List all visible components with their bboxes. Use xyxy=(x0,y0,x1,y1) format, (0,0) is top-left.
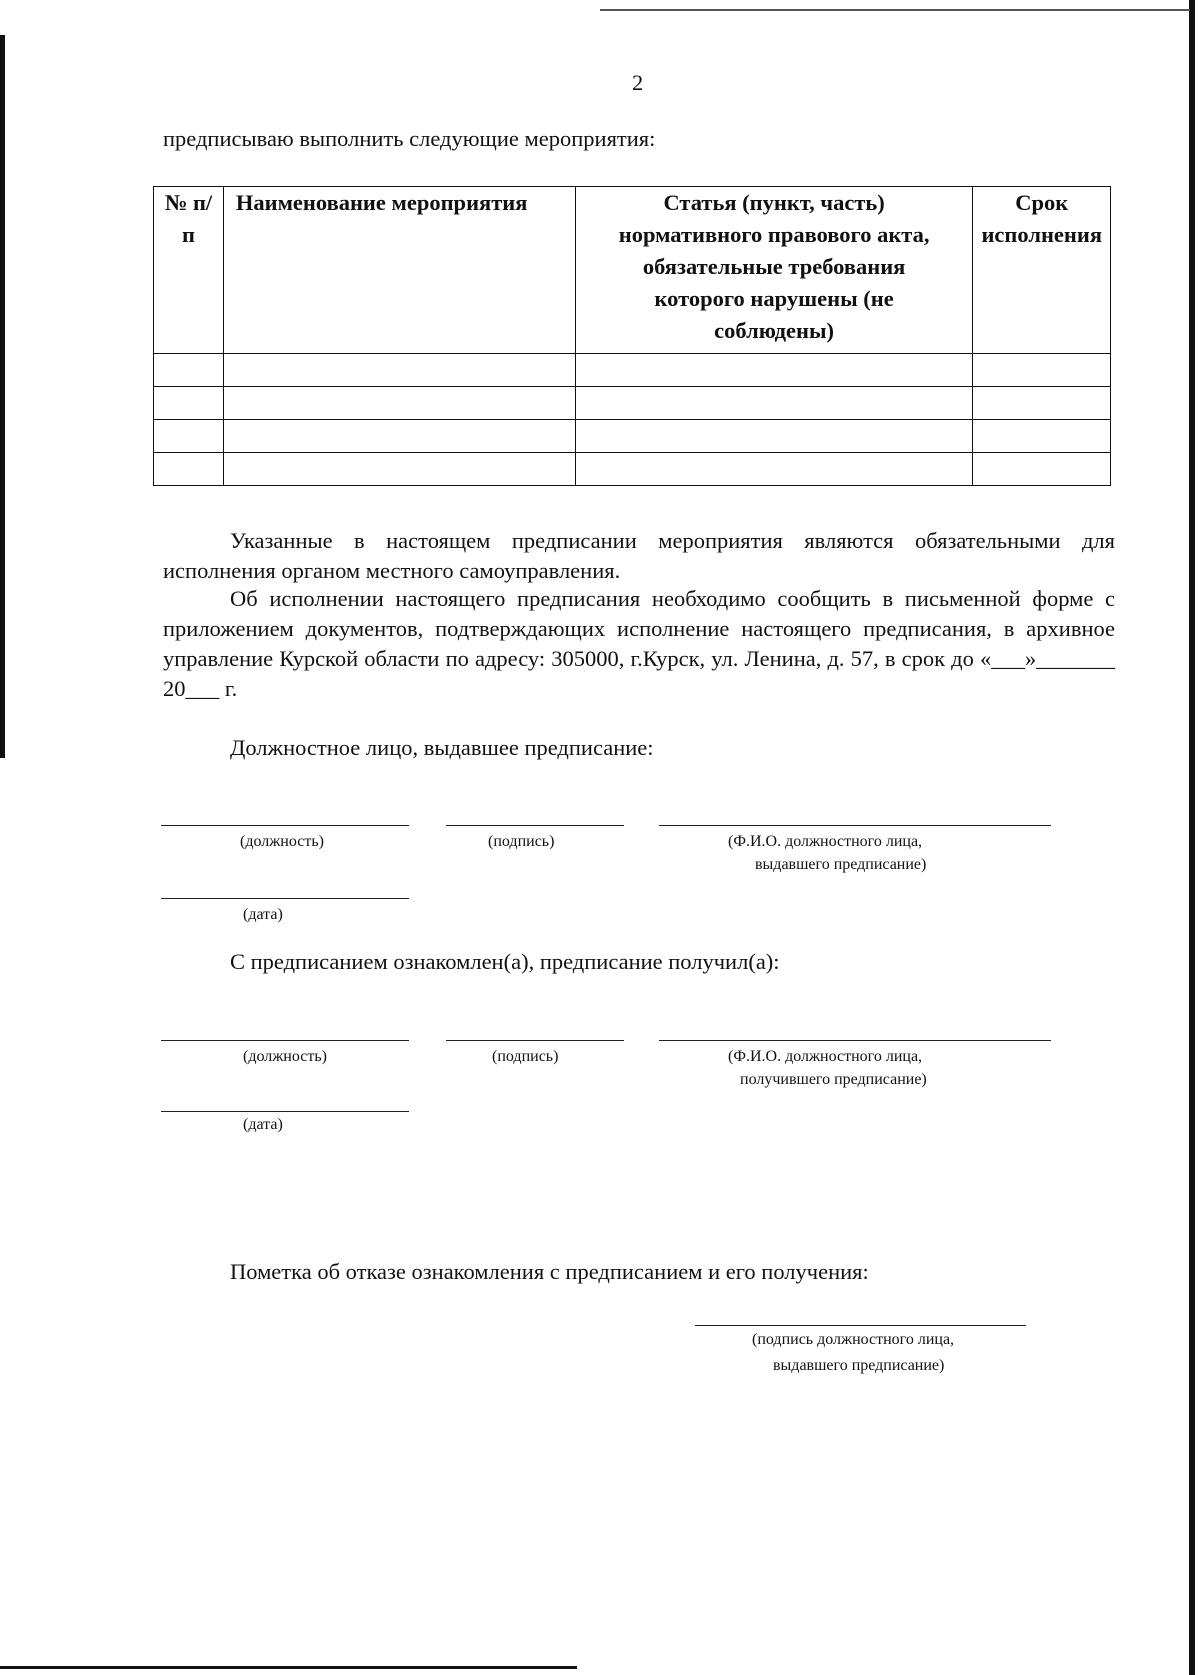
recipient-name-line[interactable] xyxy=(659,1040,1051,1041)
table-cell[interactable] xyxy=(973,387,1111,420)
scan-border-left xyxy=(0,35,5,758)
header-measure: Наименование мероприятия xyxy=(223,187,575,354)
issuer-date-line[interactable] xyxy=(161,898,409,899)
recipient-name-label: (Ф.И.О. должностного лица, xyxy=(728,1048,923,1065)
page-number: 2 xyxy=(632,70,644,95)
issuer-name-label-2: выдавшего предписание) xyxy=(755,856,927,873)
intro-text: предписываю выполнить следующие мероприятия: xyxy=(163,126,656,151)
issuer-heading: Должностное лицо, выдавшее предписание: xyxy=(230,735,654,760)
table-cell[interactable] xyxy=(973,420,1111,453)
issuer-position-line[interactable] xyxy=(161,825,409,826)
paragraph-report xyxy=(163,584,1115,704)
scan-border-right xyxy=(1189,0,1195,1675)
issuer-signature-label: (подпись) xyxy=(488,833,555,850)
issuer-name-line[interactable] xyxy=(659,825,1051,826)
header-deadline: Срок исполнения xyxy=(973,187,1111,354)
table-cell[interactable] xyxy=(973,354,1111,387)
scan-border-top xyxy=(600,9,1190,11)
table-cell[interactable] xyxy=(223,453,575,486)
table-cell[interactable] xyxy=(223,354,575,387)
table-cell[interactable] xyxy=(575,453,973,486)
refusal-heading: Пометка об отказе ознакомления с предписанием и его получения: xyxy=(230,1259,869,1284)
table-cell[interactable] xyxy=(575,387,973,420)
recipient-date-label: (дата) xyxy=(243,1116,283,1133)
table-cell[interactable] xyxy=(154,354,224,387)
refusal-signature-line[interactable] xyxy=(695,1325,1026,1326)
issuer-name-label: (Ф.И.О. должностного лица, xyxy=(728,833,923,850)
issuer-date-label: (дата) xyxy=(243,906,283,923)
refusal-label-2: выдавшего предписание) xyxy=(773,1357,945,1374)
table-cell[interactable] xyxy=(154,453,224,486)
header-number: № п/п xyxy=(154,187,224,354)
issuer-signature-line[interactable] xyxy=(446,825,624,826)
table-row xyxy=(154,387,1111,420)
table-row xyxy=(154,354,1111,387)
table-cell[interactable] xyxy=(154,387,224,420)
table-cell[interactable] xyxy=(575,420,973,453)
recipient-position-line[interactable] xyxy=(161,1040,409,1041)
table-cell[interactable] xyxy=(973,453,1111,486)
table-row xyxy=(154,420,1111,453)
recipient-position-label: (должность) xyxy=(243,1048,327,1065)
issuer-position-label: (должность) xyxy=(240,833,324,850)
paragraph-obligatory xyxy=(163,526,1115,586)
table-cell[interactable] xyxy=(154,420,224,453)
table-header-row xyxy=(154,187,1111,354)
scan-border-bottom xyxy=(0,1666,577,1669)
recipient-name-label-2: получившего предписание) xyxy=(740,1071,927,1088)
paragraph-text: Указанные в настоящем предписании мероприятия являются обязательными для исполнения органом местного самоуправления. xyxy=(163,528,1115,583)
header-article: Статья (пункт, часть) нормативного правового акта, обязательные требования которого нарушены (не соблюдены) xyxy=(575,187,973,354)
table-cell[interactable] xyxy=(223,420,575,453)
recipient-signature-label: (подпись) xyxy=(492,1048,559,1065)
recipient-date-line[interactable] xyxy=(161,1111,409,1112)
paragraph-text: Об исполнении настоящего предписания необходимо сообщить в письменной форме с приложением документов, подтверждающих исполнение настоящего предписания, в архивное управление Курской области по адресу: 305000, г.Курск, ул. Ленина, д. 57, в срок до «___»_______ 20___ г. xyxy=(163,586,1115,701)
recipient-heading: С предписанием ознакомлен(а), предписание получил(а): xyxy=(230,949,780,974)
refusal-label: (подпись должностного лица, xyxy=(752,1331,955,1348)
recipient-signature-line[interactable] xyxy=(446,1040,624,1041)
table-cell[interactable] xyxy=(575,354,973,387)
table-row xyxy=(154,453,1111,486)
measures-table xyxy=(153,186,1111,486)
table-cell[interactable] xyxy=(223,387,575,420)
